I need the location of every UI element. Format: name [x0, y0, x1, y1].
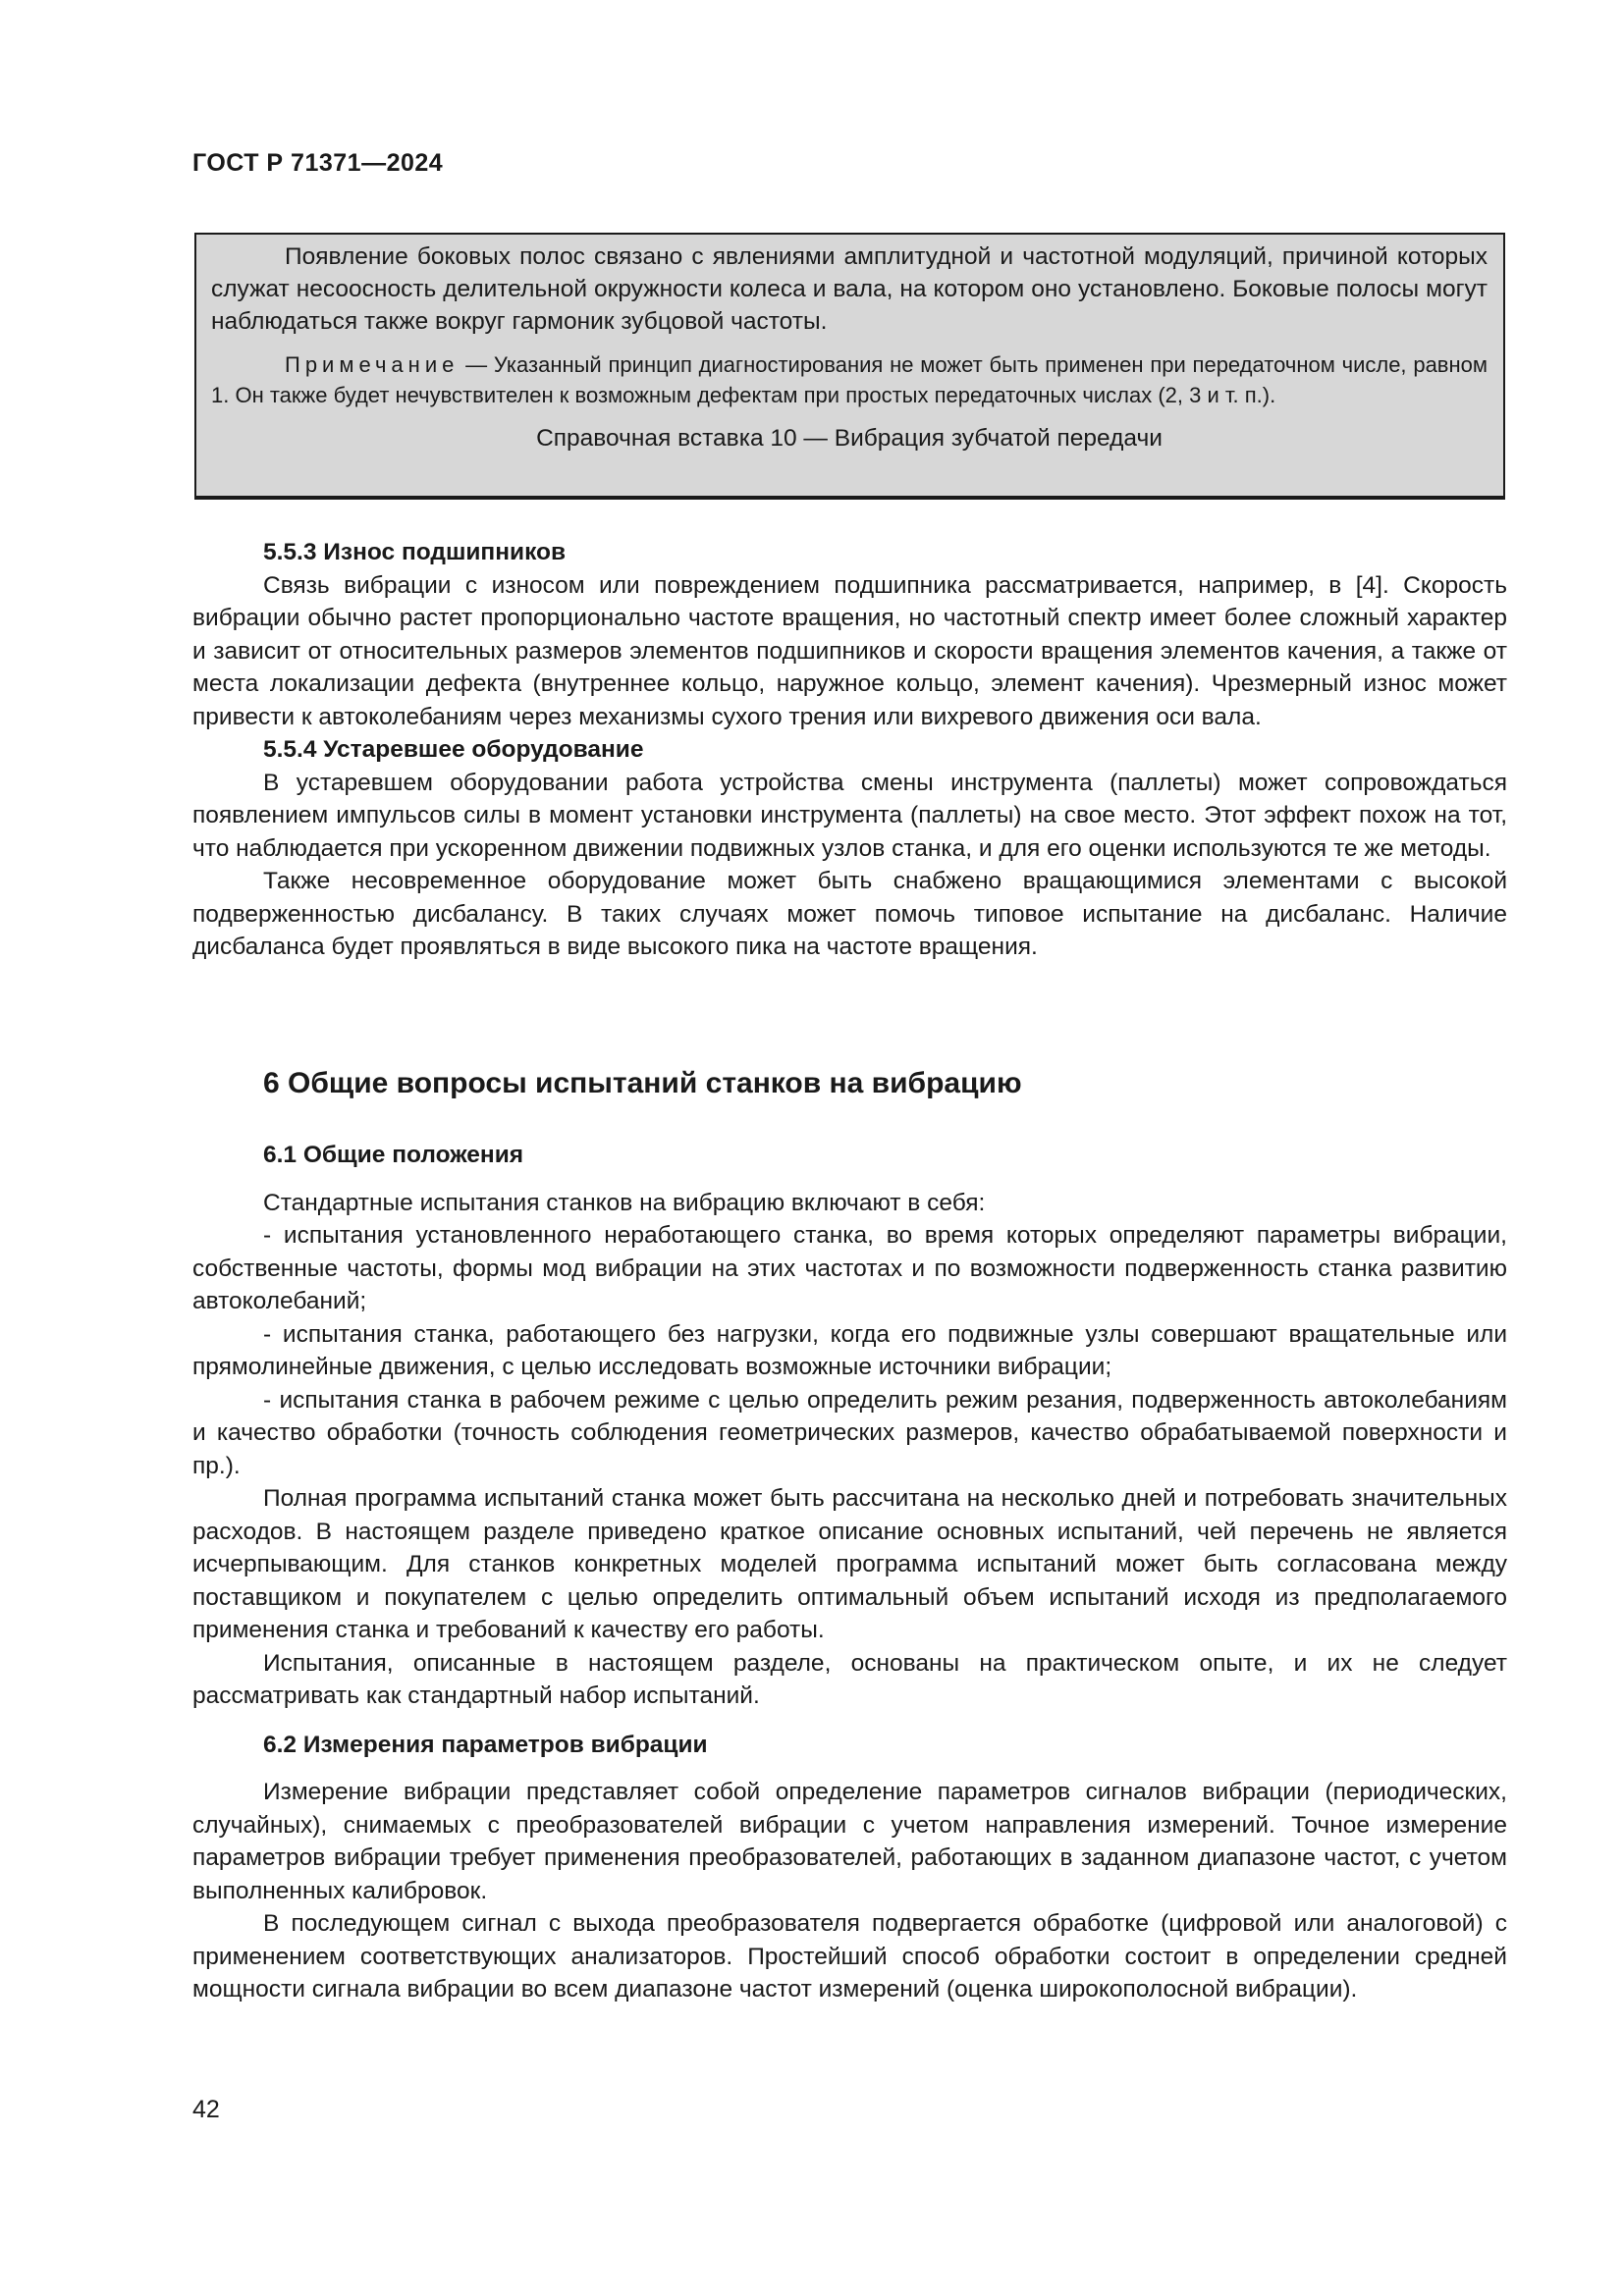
heading-6-2: 6.2 Измерения параметров вибрации	[263, 1731, 708, 1758]
paragraph-6-1-b: - испытания установленного неработающего станка, во время которых определяют параметры вибрации, собственные частоты, формы мод вибрации на этих частотах и по возможности подверженность станка развитию автоколебаний;	[192, 1222, 1507, 1314]
insert-caption: Справочная вставка 10 — Вибрация зубчатой передачи	[536, 425, 1163, 452]
section-6-title: 6 Общие вопросы испытаний станков на вибрацию	[263, 1067, 1022, 1099]
paragraph-5-5-4-b: Также несовременное оборудование может быть снабжено вращающимися элементами с высокой подверженностью дисбалансу. В таких случаях может помочь типовое испытание на дисбаланс. Наличие дисбаланса будет проявляться в виде высокого пика на частоте вращения.	[192, 868, 1507, 960]
section-5-5-3-4	[192, 536, 1507, 964]
heading-6-1: 6.1 Общие положения	[263, 1142, 524, 1168]
paragraph-5-5-4-a: В устаревшем оборудовании работа устройства смены инструмента (паллеты) может сопровождаться появлением импульсов силы в момент установки инструмента (паллеты) на свое место. Этот эффект похож на тот, что наблюдается при ускоренном движении подвижных узлов станка, и для его оценки используются те же методы.	[192, 769, 1507, 862]
paragraph-6-2-b: В последующем сигнал с выхода преобразователя подвергается обработке (цифровой или аналоговой) с применением соответствующих анализаторов. Простейший способ обработки состоит в определении средней мощности сигнала вибрации во всем диапазоне частот измерений (оценка широкополосной вибрации).	[192, 1910, 1507, 2002]
reference-insert-box	[194, 233, 1505, 500]
note-label: Примечание	[285, 352, 460, 377]
insert-paragraph: Появление боковых полос связано с явлениями амплитудной и частотной модуляций, причиной которых служат несоосность делительной окружности колеса и вала, на котором оно установлено. Боковые полосы могут наблюдаться также вокруг гармоник зубцовой частоты.	[211, 243, 1488, 335]
heading-5-5-3: 5.5.3 Износ подшипников	[263, 539, 567, 565]
document-header: ГОСТ Р 71371—2024	[192, 149, 444, 177]
paragraph-6-1-e: Полная программа испытаний станка может быть рассчитана на несколько дней и потребовать значительных расходов. В настоящем разделе приведено краткое описание основных испытаний, чей перечень не является исчерпывающим. Для станков конкретных моделей программа испытаний может быть согласована между поставщиком и покупателем с целью определить оптимальный объем испытаний исходя из предполагаемого применения станка и требований к качеству его работы.	[192, 1485, 1507, 1643]
page-number: 42	[192, 2096, 220, 2123]
paragraph-5-5-3: Связь вибрации с износом или повреждением подшипника рассматривается, например, в [4]. Скорость вибрации обычно растет пропорционально частоте вращения, но частотный спектр имеет более сложный характер и зависит от относительных размеров элементов подшипников и скорости вращения элементов качения, а также от места локализации дефекта (внутреннее кольцо, наружное кольцо, элемент качения). Чрезмерный износ может привести к автоколебаниям через механизмы сухого трения или вихревого движения оси вала.	[192, 571, 1507, 730]
paragraph-6-1-f: Испытания, описанные в настоящем разделе, основаны на практическом опыте, и их не следует рассматривать как стандартный набор испытаний.	[192, 1649, 1507, 1709]
paragraph-6-1-d: - испытания станка в рабочем режиме с целью определить режим резания, подверженность автоколебаниям и качество обработки (точность соблюдения геометрических размеров, качество обрабатываемой поверхности и пр.).	[192, 1386, 1507, 1479]
heading-5-5-4: 5.5.4 Устаревшее оборудование	[263, 736, 644, 763]
insert-note	[211, 349, 1488, 410]
paragraph-6-1-a: Стандартные испытания станков на вибрацию включают в себя:	[263, 1189, 986, 1216]
paragraph-6-1-c: - испытания станка, работающего без нагрузки, когда его подвижные узлы совершают вращательные или прямолинейные движения, с целью исследовать возможные источники вибрации;	[192, 1320, 1507, 1380]
paragraph-6-2-a: Измерение вибрации представляет собой определение параметров сигналов вибрации (периодических, случайных), снимаемых с преобразователей вибрации с учетом направления измерений. Точное измерение параметров вибрации требует применения преобразователей, работающих в заданном диапазоне частот, с учетом выполненных калибровок.	[192, 1779, 1507, 1904]
section-6-1-2	[192, 1139, 1507, 2006]
note-text: — Указанный принцип диагностирования не может быть применен при передаточном числе, равном 1. Он также будет нечувствителен к возможным дефектам при простых передаточных числах (2, 3 и т. п.).	[211, 352, 1488, 407]
